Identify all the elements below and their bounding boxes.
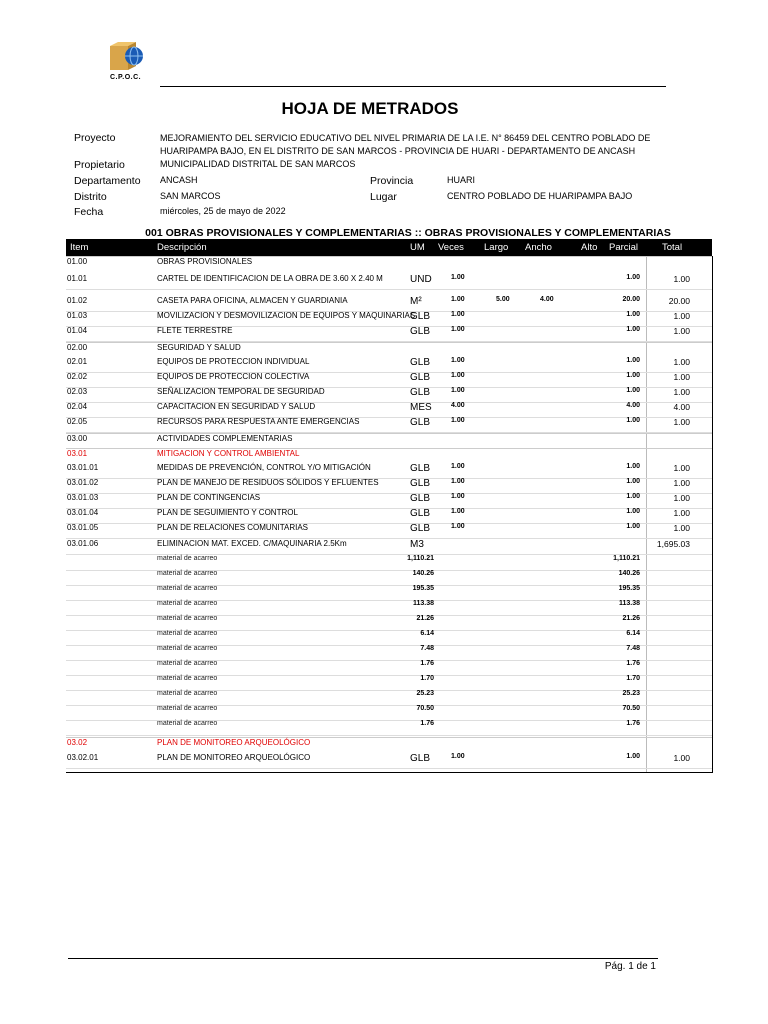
table-row — [66, 417, 712, 433]
cell-total: 1.00 — [673, 523, 690, 533]
cell-veces: 1.00 — [451, 387, 465, 394]
cell-parcial: 1.00 — [626, 372, 640, 379]
cell-um: M3 — [410, 539, 424, 550]
cell-veces: 140.26 — [412, 570, 434, 577]
cell-um: GLB — [410, 387, 431, 398]
cell-parcial: 1.00 — [626, 463, 640, 470]
cell-desc: OBRAS PROVISIONALES — [157, 257, 253, 266]
lugar-label: Lugar — [370, 191, 397, 203]
table-row — [66, 372, 712, 388]
table-row — [66, 256, 712, 272]
table-row — [66, 508, 712, 524]
section-title: 001 OBRAS PROVISIONALES Y COMPLEMENTARIAS :: OBRAS PROVISIONALES Y COMPLEMENTARIAS — [145, 227, 671, 239]
table-row — [66, 296, 712, 312]
cell-um: GLB — [410, 326, 431, 337]
cell-total: 1.00 — [673, 311, 690, 321]
page-number: Pág. 1 de 1 — [604, 961, 656, 972]
cpoc-logo-icon — [108, 42, 144, 74]
cell-sub: material de acarreo — [157, 660, 218, 667]
cell-item: 01.03 — [67, 311, 88, 320]
cell-sub: material de acarreo — [157, 645, 218, 652]
cell-veces: 1.00 — [451, 478, 465, 485]
cell-veces: 1.00 — [451, 274, 465, 281]
cell-total: 1,695.03 — [656, 539, 690, 549]
header-veces: Veces — [438, 242, 464, 253]
page-title: HOJA DE METRADOS — [281, 99, 459, 118]
cell-desc: MITIGACION Y CONTROL AMBIENTAL — [157, 449, 300, 458]
cell-um: M² — [410, 296, 422, 307]
table-row — [66, 615, 712, 631]
cell-parcial: 1.70 — [626, 675, 640, 682]
cell-total: 1.00 — [673, 326, 690, 336]
cell-desc: EQUIPOS DE PROTECCION INDIVIDUAL — [157, 357, 310, 366]
header-alto: Alto — [581, 242, 598, 253]
cell-desc: PLAN DE MONITOREO ARQUEOLÓGICO — [157, 738, 311, 747]
header-rule — [160, 86, 666, 87]
cell-veces: 1.76 — [420, 720, 434, 727]
cell-um: GLB — [410, 372, 431, 383]
provincia-label: Provincia — [370, 175, 414, 187]
cell-desc: ACTIVIDADES COMPLEMENTARIAS — [157, 434, 293, 443]
cell-um: GLB — [410, 478, 431, 489]
header-largo: Largo — [484, 242, 509, 253]
cell-sub: material de acarreo — [157, 585, 218, 592]
table-row — [66, 630, 712, 646]
cell-sub: material de acarreo — [157, 690, 218, 697]
cell-total: 1.00 — [673, 753, 690, 763]
table-row — [66, 720, 712, 736]
cell-item: 03.01.02 — [67, 478, 99, 487]
footer-rule — [68, 958, 658, 959]
propietario-value: MUNICIPALIDAD DISTRITAL DE SAN MARCOS — [160, 159, 356, 169]
cell-item: 02.02 — [67, 372, 88, 381]
cell-item: 03.01.01 — [67, 463, 99, 472]
cell-total: 1.00 — [673, 508, 690, 518]
cell-parcial: 7.48 — [626, 645, 640, 652]
cell-item: 03.01.04 — [67, 508, 99, 517]
cell-item: 01.02 — [67, 296, 88, 305]
cell-um: GLB — [410, 508, 431, 519]
propietario-label: Propietario — [74, 159, 125, 171]
cell-item: 03.01.06 — [67, 539, 99, 548]
header-ancho: Ancho — [525, 242, 552, 253]
cell-um: GLB — [410, 357, 431, 368]
table-row — [66, 448, 712, 464]
cell-item: 03.02 — [67, 738, 88, 747]
cell-desc: MEDIDAS DE PREVENCIÓN, CONTROL Y/O MITIGACIÓN — [157, 463, 371, 472]
cell-desc: CARTEL DE IDENTIFICACION DE LA OBRA DE 3.60 X 2.40 M — [157, 274, 383, 283]
cell-parcial: 1.00 — [626, 274, 640, 281]
cell-parcial: 25.23 — [622, 690, 640, 697]
table-row — [66, 675, 712, 691]
cell-veces: 1.00 — [451, 311, 465, 318]
header-um: UM — [410, 242, 425, 253]
cell-um: MES — [410, 402, 432, 413]
cell-veces: 1.00 — [451, 508, 465, 515]
cell-um: GLB — [410, 463, 431, 474]
table-row — [66, 660, 712, 676]
cell-parcial: 1.76 — [626, 660, 640, 667]
table-row — [66, 463, 712, 479]
cell-item: 02.03 — [67, 387, 88, 396]
distrito-label: Distrito — [74, 191, 107, 203]
cell-desc: EQUIPOS DE PROTECCION COLECTIVA — [157, 372, 310, 381]
cell-parcial: 1.76 — [626, 720, 640, 727]
cell-item: 03.00 — [67, 434, 88, 443]
table-row — [66, 523, 712, 539]
cell-um: GLB — [410, 523, 431, 534]
cell-sub: material de acarreo — [157, 555, 218, 562]
cell-desc: CAPACITACION EN SEGURIDAD Y SALUD — [157, 402, 316, 411]
cell-veces: 6.14 — [420, 630, 434, 637]
cell-ancho: 4.00 — [540, 296, 554, 303]
provincia-value: HUARI — [447, 175, 476, 185]
departamento-value: ANCASH — [160, 175, 198, 185]
cell-total: 4.00 — [673, 402, 690, 412]
cell-parcial: 1.00 — [626, 508, 640, 515]
table-row — [66, 387, 712, 403]
cell-veces: 1.76 — [420, 660, 434, 667]
proyecto-line2: HUARIPAMPA BAJO, EN EL DISTRITO DE SAN MARCOS - PROVINCIA DE HUARI - DEPARTAMENTO DE ANCASH — [160, 146, 636, 156]
cell-parcial: 1.00 — [626, 753, 640, 760]
cell-item: 03.01.03 — [67, 493, 99, 502]
table-row — [66, 539, 712, 555]
cell-parcial: 21.26 — [622, 615, 640, 622]
cell-sub: material de acarreo — [157, 600, 218, 607]
cell-total: 20.00 — [668, 296, 690, 306]
cell-parcial: 70.50 — [622, 705, 640, 712]
cell-veces: 4.00 — [451, 402, 465, 409]
cell-sub: material de acarreo — [157, 705, 218, 712]
cell-veces: 1.00 — [451, 753, 465, 760]
logo-text: C.P.O.C. — [110, 74, 142, 81]
cell-veces: 1.00 — [451, 357, 465, 364]
cell-veces: 195.35 — [412, 585, 434, 592]
cell-item: 03.01.05 — [67, 523, 99, 532]
table-row — [66, 705, 712, 721]
table-row — [66, 585, 712, 601]
cell-veces: 1.70 — [420, 675, 434, 682]
cell-parcial: 1.00 — [626, 478, 640, 485]
cell-parcial: 1.00 — [626, 417, 640, 424]
fecha-value: miércoles, 25 de mayo de 2022 — [160, 206, 286, 216]
cell-total: 1.00 — [673, 478, 690, 488]
cell-um: GLB — [410, 417, 431, 428]
cell-desc: FLETE TERRESTRE — [157, 326, 233, 335]
table-row — [66, 753, 712, 769]
table-row — [66, 326, 712, 342]
table-row — [66, 274, 712, 290]
cell-um: GLB — [410, 493, 431, 504]
table-row — [66, 342, 712, 358]
cell-veces: 25.23 — [416, 690, 434, 697]
cell-veces: 1.00 — [451, 493, 465, 500]
cell-desc: SEÑALIZACION TEMPORAL DE SEGURIDAD — [157, 387, 325, 396]
cell-total: 1.00 — [673, 463, 690, 473]
cell-veces: 1.00 — [451, 372, 465, 379]
fecha-label: Fecha — [74, 206, 104, 218]
cell-total: 1.00 — [673, 493, 690, 503]
header-parcial: Parcial — [609, 242, 639, 253]
table-row — [66, 645, 712, 661]
cell-item: 01.04 — [67, 326, 88, 335]
table-row — [66, 433, 712, 449]
lugar-value: CENTRO POBLADO DE HUARIPAMPA BAJO — [447, 191, 633, 201]
table-row — [66, 555, 712, 571]
cell-veces: 7.48 — [420, 645, 434, 652]
cell-sub: material de acarreo — [157, 630, 218, 637]
cell-parcial: 1.00 — [626, 523, 640, 530]
cell-um: GLB — [410, 311, 431, 322]
cell-desc: ELIMINACION MAT. EXCED. C/MAQUINARIA 2.5Km — [157, 539, 347, 548]
cell-um: GLB — [410, 753, 431, 764]
cell-veces: 1,110.21 — [407, 555, 434, 562]
metrados-table — [66, 256, 713, 773]
cell-parcial: 1.00 — [626, 326, 640, 333]
cell-veces: 1.00 — [451, 326, 465, 333]
table-row — [66, 690, 712, 706]
cell-item: 02.00 — [67, 343, 88, 352]
cell-total: 1.00 — [673, 357, 690, 367]
cell-desc: PLAN DE RELACIONES COMUNITARIAS — [157, 523, 308, 532]
cell-parcial: 1.00 — [626, 311, 640, 318]
cell-parcial: 1.00 — [626, 357, 640, 364]
table-row — [66, 357, 712, 373]
cell-parcial: 6.14 — [626, 630, 640, 637]
cell-total: 1.00 — [673, 387, 690, 397]
cell-desc: PLAN DE MANEJO DE RESIDUOS SÓLIDOS Y EFLUENTES — [157, 478, 379, 487]
cell-item: 01.00 — [67, 257, 88, 266]
cell-veces: 1.00 — [451, 463, 465, 470]
departamento-label: Departamento — [74, 175, 141, 187]
cell-um: UND — [410, 274, 432, 285]
cell-parcial: 1.00 — [626, 387, 640, 394]
cell-item: 02.04 — [67, 402, 88, 411]
table-row — [66, 600, 712, 616]
distrito-value: SAN MARCOS — [160, 191, 221, 201]
table-row — [66, 402, 712, 418]
cell-desc: CASETA PARA OFICINA, ALMACEN Y GUARDIANIA — [157, 296, 348, 305]
cell-total: 1.00 — [673, 274, 690, 284]
cell-desc: PLAN DE CONTINGENCIAS — [157, 493, 261, 502]
cell-veces: 113.38 — [412, 600, 434, 607]
cell-desc: SEGURIDAD Y SALUD — [157, 343, 241, 352]
cell-item: 02.01 — [67, 357, 88, 366]
cell-veces: 1.00 — [451, 417, 465, 424]
cell-sub: material de acarreo — [157, 675, 218, 682]
table-header — [66, 239, 712, 256]
cell-parcial: 195.35 — [618, 585, 640, 592]
cell-desc: PLAN DE SEGUIMIENTO Y CONTROL — [157, 508, 298, 517]
cell-veces: 70.50 — [416, 705, 434, 712]
header-total: Total — [662, 242, 683, 253]
table-row — [66, 311, 712, 327]
cell-sub: material de acarreo — [157, 570, 218, 577]
cell-parcial: 140.26 — [618, 570, 640, 577]
cell-total: 1.00 — [673, 372, 690, 382]
table-row — [66, 478, 712, 494]
cell-sub: material de acarreo — [157, 720, 218, 727]
cell-sub: material de acarreo — [157, 615, 218, 622]
proyecto-label: Proyecto — [74, 132, 116, 144]
proyecto-line1: MEJORAMIENTO DEL SERVICIO EDUCATIVO DEL NIVEL PRIMARIA DE LA I.E. N° 86459 DEL CENTRO POBLADO DE — [160, 133, 651, 143]
cell-parcial: 20.00 — [622, 296, 640, 303]
cell-largo: 5.00 — [496, 296, 510, 303]
cell-parcial: 1,110.21 — [613, 555, 640, 562]
cell-veces: 21.26 — [416, 615, 434, 622]
cell-item: 03.02.01 — [67, 753, 99, 762]
table-row — [66, 493, 712, 509]
cell-parcial: 113.38 — [618, 600, 640, 607]
cell-total: 1.00 — [673, 417, 690, 427]
cell-desc: PLAN DE MONITOREO ARQUEOLÓGICO — [157, 753, 311, 762]
cell-parcial: 4.00 — [626, 402, 640, 409]
cell-desc: RECURSOS PARA RESPUESTA ANTE EMERGENCIAS — [157, 417, 360, 426]
cell-veces: 1.00 — [451, 523, 465, 530]
cell-veces: 1.00 — [451, 296, 465, 303]
header-desc: Descripción — [157, 242, 207, 253]
cell-desc: MOVILIZACION Y DESMOVILIZACION DE EQUIPOS Y MAQUINARIAS — [157, 311, 416, 320]
header-item: Item — [70, 242, 89, 253]
cell-item: 02.05 — [67, 417, 88, 426]
cell-parcial: 1.00 — [626, 493, 640, 500]
cell-item: 01.01 — [67, 274, 88, 283]
table-row — [66, 570, 712, 586]
table-row — [66, 737, 712, 753]
cell-item: 03.01 — [67, 449, 88, 458]
